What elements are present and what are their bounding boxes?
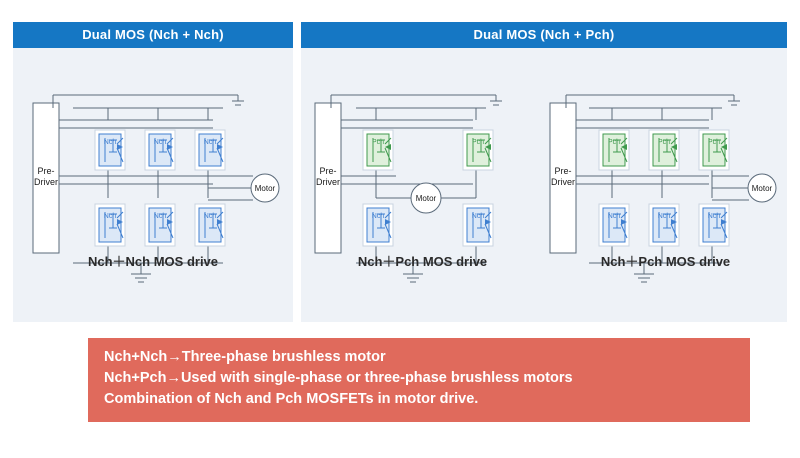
circuit-nch-nch [13, 48, 293, 322]
circuit-nch-pch-single-phase [301, 48, 544, 322]
device-label-high-3: Pch [707, 139, 721, 146]
device-label-low-2: Nch [657, 213, 671, 220]
device-label-high-2: Pch [657, 139, 671, 146]
note-line-1: Nch+Nch→Three-phase brushless motor [104, 349, 386, 365]
device-label-high-1: Nch [103, 139, 117, 146]
device-label-low-3: Nch [707, 213, 721, 220]
caption-nch-nch: Nch＋Nch MOS drive [87, 254, 219, 269]
device-label-high-1: Pch [371, 139, 385, 146]
pre-driver-label-line2: Driver [34, 177, 58, 187]
pre-driver-label-line2: Driver [316, 177, 340, 187]
caption-nch-pch-b: Nch＋Pch MOS drive [600, 254, 731, 269]
note-line-2: Nch+Pch→Used with single-phase or three-phase brushless motors [104, 370, 573, 386]
summary-note [88, 338, 750, 422]
pre-driver-label-line1: Pre- [319, 166, 337, 176]
device-label-low-2: Nch [471, 213, 485, 220]
device-label-high-2: Nch [153, 139, 167, 146]
device-label-low-1: Nch [103, 213, 117, 220]
panel-dual-mos-nch-nch [13, 22, 293, 322]
device-label-high-2: Pch [471, 139, 485, 146]
panel-title-nch-nch: Dual MOS (Nch + Nch) [13, 22, 293, 48]
panel-title-nch-pch: Dual MOS (Nch + Pch) [301, 22, 787, 48]
pre-driver-label-line1: Pre- [554, 166, 572, 176]
caption-nch-pch-a: Nch＋Pch MOS drive [357, 254, 488, 269]
device-label-low-1: Nch [607, 213, 621, 220]
panel-body-nch-pch [301, 48, 787, 322]
device-label-high-3: Nch [203, 139, 217, 146]
device-label-high-1: Pch [607, 139, 621, 146]
device-label-low-1: Nch [371, 213, 385, 220]
pre-driver-label-line2: Driver [551, 177, 575, 187]
motor-label: Motor [415, 194, 437, 203]
note-line-3: Combination of Nch and Pch MOSFETs in motor drive. [104, 391, 479, 407]
device-label-low-2: Nch [153, 213, 167, 220]
diagram-panels [13, 22, 787, 322]
panel-body-nch-nch [13, 48, 293, 322]
pre-driver-label-line1: Pre- [37, 166, 55, 176]
motor-label: Motor [751, 184, 773, 193]
circuit-nch-pch-three-phase [544, 48, 787, 322]
motor-label: Motor [254, 184, 276, 193]
panel-dual-mos-nch-pch [301, 22, 787, 322]
device-label-low-3: Nch [203, 213, 217, 220]
